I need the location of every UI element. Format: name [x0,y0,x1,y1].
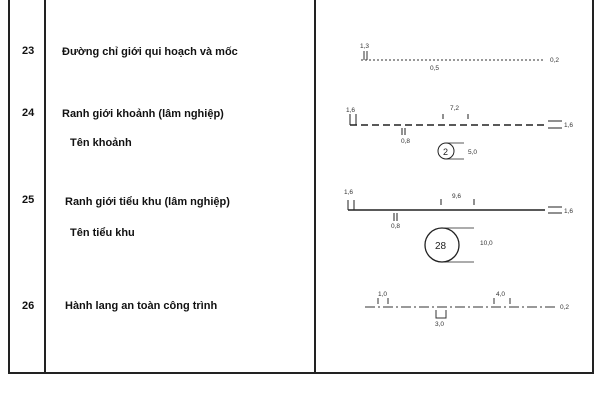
row-label: Hành lang an toàn công trình [65,300,218,312]
planning-boundary-symbol [360,43,559,72]
row-label: Đường chỉ giới qui hoạch và mốc [62,46,238,58]
dimension-label: 5,0 [468,149,478,156]
dimension-label: 0,2 [560,304,570,311]
dimension-label: 0,8 [391,223,401,230]
safety-corridor-symbol [365,291,569,328]
row-label: Ranh giới tiểu khu (lâm nghiệp) [65,196,230,208]
dimension-label: 4,0 [496,291,506,298]
dimension-label: 9,6 [452,193,462,200]
compartment-name-sample: 2 [443,147,449,157]
dimension-label: 1,0 [378,291,388,298]
dimension-label: 1,6 [346,107,356,114]
row-number: 25 [22,194,35,206]
dimension-label: 0,2 [550,57,560,64]
row-sublabel: Tên khoảnh [70,137,132,149]
dimension-label: 1,6 [564,122,574,129]
dimension-label: 1,6 [344,189,354,196]
subzone-name-sample: 28 [435,241,447,252]
row-number: 26 [22,300,35,312]
row-number: 24 [22,107,35,119]
dimension-label: 1,6 [564,208,574,215]
dimension-label: 1,3 [360,43,370,50]
subzone-boundary-symbol [344,189,573,262]
compartment-boundary-symbol [346,105,573,159]
row-sublabel: Tên tiểu khu [70,227,135,239]
dimension-label: 3,0 [435,321,445,328]
dimension-label: 7,2 [450,105,460,112]
row-number: 23 [22,45,35,57]
dimension-label: 10,0 [480,240,493,247]
row-label: Ranh giới khoảnh (lâm nghiệp) [62,108,224,120]
dimension-label: 0,8 [401,138,411,145]
dimension-label: 0,5 [430,65,440,72]
